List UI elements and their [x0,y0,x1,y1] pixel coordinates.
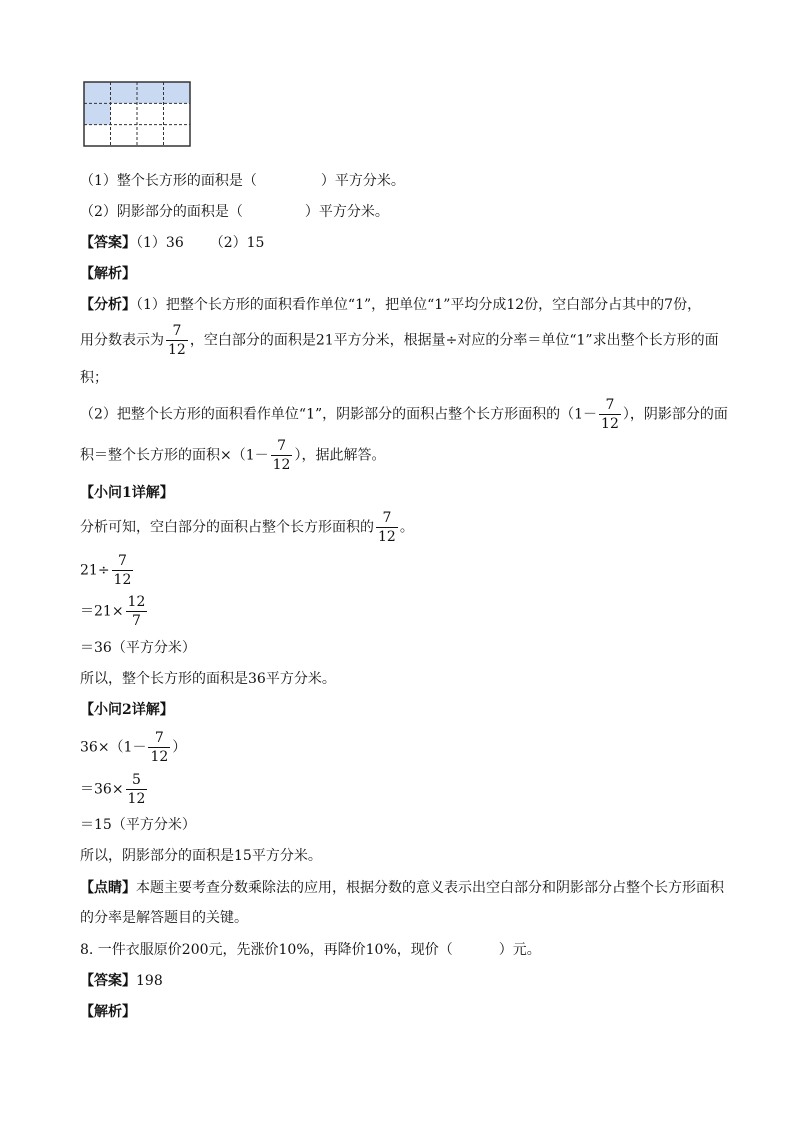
grid-rectangle-figure [82,80,192,148]
sub1-line-1: 分析可知，空白部分的面积占整个长方形面积的 $\frac{7}{12}$ 。 [80,510,414,545]
fraction-7-12: $\frac{7}{12}$ [272,438,291,473]
sub2-conclusion: 所以，阴影部分的面积是15平方分米。 [80,848,322,864]
analysis-line-2: 用分数表示为 $\frac{7}{12}$ ，空白部分的面积是21平方分米，根据量÷对应的分率＝单位“1”求出整个长方形的面 [80,323,719,358]
answer-8: 【答案】198 [80,973,163,989]
sub2-equation-1: 36×（1－ $\frac{7}{12}$ ） [80,730,187,765]
sub-question-2-title: 【小问2详解】 [80,702,174,718]
analysis-heading-8: 【解析】 [80,1004,136,1020]
shaded-cell [84,82,111,103]
analysis-heading: 【解析】 [80,266,136,282]
fraction-7-12: $\frac{7}{12}$ [150,730,169,765]
question-1: （1）整个长方形的面积是（ ）平方分米。 [80,173,405,189]
question-8: 8. 一件衣服原价200元，先涨价10%，再降价10%，现价（ ）元。 [80,942,541,958]
sub1-equation-1: 21÷ $\frac{7}{12}$ [80,553,132,588]
shaded-cell [164,82,191,103]
analysis-line-1: 【分析】（1）把整个长方形的面积看作单位“1”，把单位“1”平均分成12份，空白部分占其中的7份， [80,297,702,313]
fraction-7-12: $\frac{7}{12}$ [378,510,396,545]
fraction-7-12: $\frac{7}{12}$ [113,553,132,588]
fraction-12-7: $\frac{12}{7}$ [127,594,146,629]
shaded-cell [111,82,138,103]
analysis-line-5: 积＝整个长方形的面积×（1－ $\frac{7}{12}$ ），据此解答。 [80,438,386,473]
answer-7: 【答案】（1）36 （2）15 [80,235,265,251]
comment-line-2: 的分率是解答题目的关键。 [80,910,248,926]
sub2-equation-2: ＝36× $\frac{5}{12}$ [80,772,146,807]
fraction-5-12: $\frac{5}{12}$ [127,772,146,807]
sub1-equation-3: ＝36（平方分米） [80,640,196,656]
comment-line-1: 【点睛】本题主要考查分数乘除法的应用，根据分数的意义表示出空白部分和阴影部分占整个长方形面积 [80,880,724,896]
sub-question-1-title: 【小问1详解】 [80,485,174,501]
sub2-equation-3: ＝15（平方分米） [80,817,196,833]
shaded-cell [84,103,111,124]
sub1-conclusion: 所以，整个长方形的面积是36平方分米。 [80,671,336,687]
shaded-cell [137,82,164,103]
fraction-7-12: $\frac{7}{12}$ [168,323,186,358]
sub1-equation-2: ＝21× $\frac{12}{7}$ [80,594,146,629]
analysis-line-4: （2）把整个长方形的面积看作单位“1”，阴影部分的面积占整个长方形面积的（1－ $\frac{7}{12}$ ），阴影部分的面 [80,397,728,432]
analysis-line-3: 积； [80,370,108,386]
question-2: （2）阴影部分的面积是（ ）平方分米。 [80,204,389,220]
fraction-7-12: $\frac{7}{12}$ [601,397,619,432]
